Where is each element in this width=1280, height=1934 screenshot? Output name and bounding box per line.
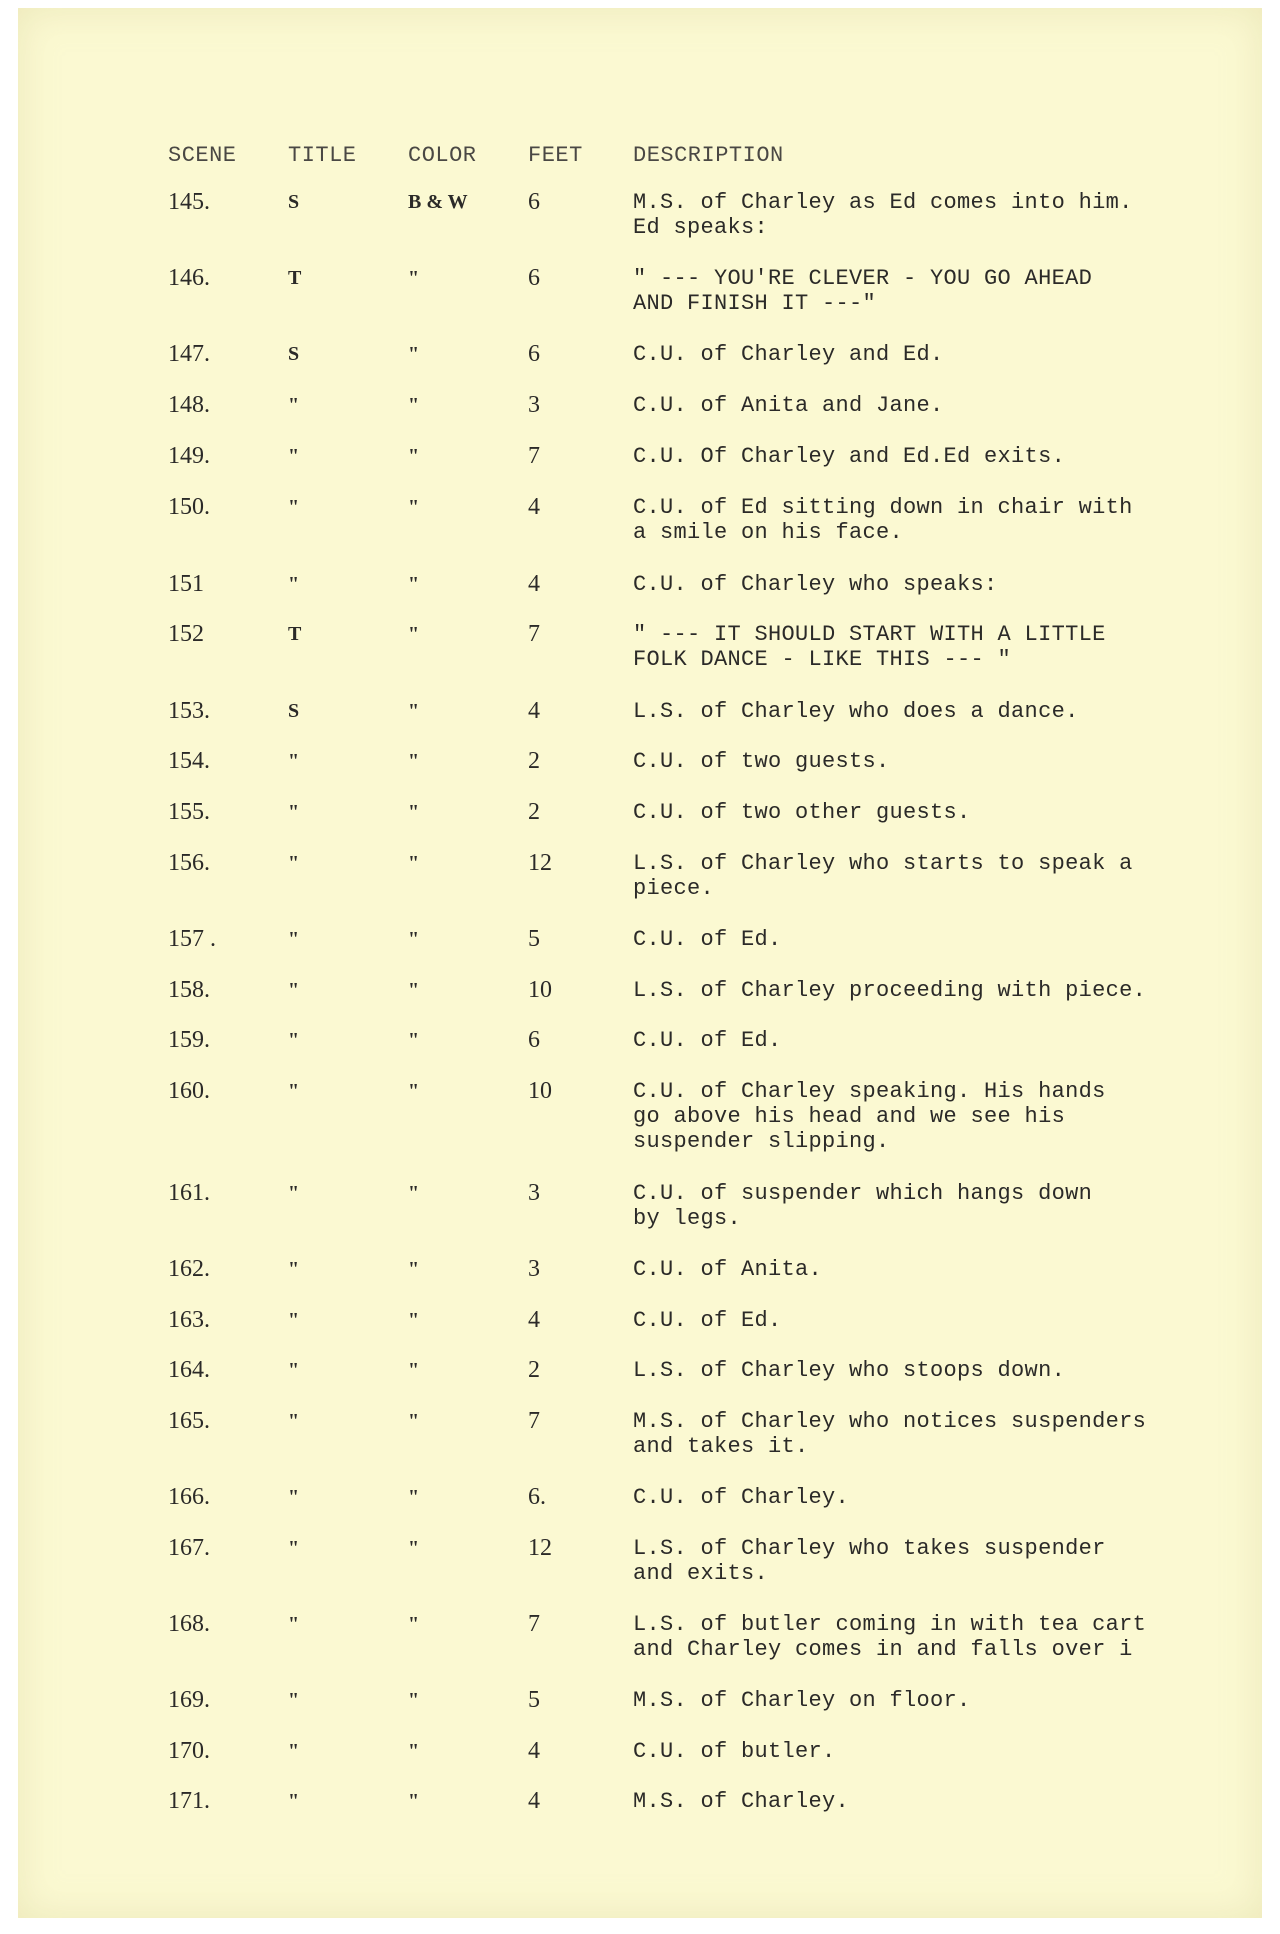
scene-description: C.U. of two other guests. (633, 800, 971, 825)
scene-title-code: S (288, 343, 300, 365)
scene-feet: 2 (528, 748, 540, 774)
scene-color: " (408, 700, 420, 722)
scene-number: 149. (168, 443, 210, 469)
header-feet: FEET (528, 143, 583, 168)
scene-number: 158. (168, 977, 210, 1003)
scene-title-code: " (288, 1359, 300, 1381)
scene-number: 171. (168, 1788, 210, 1814)
scene-feet: 4 (528, 571, 540, 597)
scene-number: 168. (168, 1611, 210, 1637)
scene-title-code: " (288, 801, 300, 823)
scene-feet: 4 (528, 494, 540, 520)
scene-description: C.U. of Ed. (633, 1028, 782, 1053)
scene-number: 150. (168, 494, 210, 520)
scene-title-code: " (288, 1613, 300, 1635)
scene-number: 145. (168, 189, 210, 215)
scene-feet: 7 (528, 443, 540, 469)
scene-feet: 4 (528, 1307, 540, 1333)
scene-description: C.U. of Charley speaking. His hands go above his head and we see his suspender slipping. (633, 1079, 1106, 1154)
scene-description: C.U. of butler. (633, 1739, 836, 1764)
scene-description: C.U. of Ed sitting down in chair with a smile on his face. (633, 495, 1133, 545)
scene-description: C.U. of suspender which hangs down by legs. (633, 1181, 1093, 1231)
scene-number: 151 (168, 571, 204, 597)
scene-title-code: " (288, 1486, 300, 1508)
scene-number: 156. (168, 850, 210, 876)
scene-color: " (408, 1790, 420, 1812)
scene-description: M.S. of Charley on floor. (633, 1688, 971, 1713)
scene-feet: 7 (528, 1611, 540, 1637)
column-header (168, 143, 1228, 169)
scene-color: " (408, 496, 420, 518)
scene-title-code: " (288, 1258, 300, 1280)
scene-description: L.S. of Charley who stoops down. (633, 1358, 1066, 1383)
scene-description: C.U. of Charley and Ed. (633, 342, 944, 367)
scene-description: C.U. Of Charley and Ed.Ed exits. (633, 444, 1066, 469)
scene-feet: 2 (528, 799, 540, 825)
scene-number: 170. (168, 1738, 210, 1764)
scene-number: 169. (168, 1687, 210, 1713)
scene-color: " (408, 852, 420, 874)
scene-color: " (408, 445, 420, 467)
scene-number: 165. (168, 1408, 210, 1434)
scene-feet: 12 (528, 1535, 552, 1561)
scene-color: " (408, 267, 420, 289)
scene-color: " (408, 1080, 420, 1102)
scene-feet: 4 (528, 1738, 540, 1764)
scene-color: " (408, 623, 420, 645)
scene-color: " (408, 1537, 420, 1559)
scene-title-code: " (288, 1080, 300, 1102)
scene-feet: 3 (528, 392, 540, 418)
scene-title-code: " (288, 1790, 300, 1812)
scene-title-code: " (288, 496, 300, 518)
scene-description: C.U. of Ed. (633, 1308, 782, 1333)
scene-feet: 5 (528, 1687, 540, 1713)
scene-description: " --- IT SHOULD START WITH A LITTLE FOLK DANCE - LIKE THIS --- " (633, 622, 1106, 672)
scene-feet: 6 (528, 265, 540, 291)
scene-number: 163. (168, 1307, 210, 1333)
scene-feet: 7 (528, 1408, 540, 1434)
scene-color: " (408, 1029, 420, 1051)
scene-color: " (408, 1258, 420, 1280)
scene-description: M.S. of Charley who notices suspenders and takes it. (633, 1409, 1147, 1459)
scene-number: 148. (168, 392, 210, 418)
scene-feet: 4 (528, 698, 540, 724)
scene-description: C.U. of Charley. (633, 1485, 850, 1510)
scene-description: L.S. of Charley who starts to speak a piece. (633, 851, 1133, 901)
scene-feet: 4 (528, 1788, 540, 1814)
scene-title-code: " (288, 1309, 300, 1331)
scene-color: " (408, 928, 420, 950)
header-scene: SCENE (168, 143, 237, 168)
scene-number: 159. (168, 1027, 210, 1053)
scene-color: " (408, 1182, 420, 1204)
scene-title-code: " (288, 928, 300, 950)
scene-feet: 6 (528, 189, 540, 215)
scene-number: 161. (168, 1180, 210, 1206)
scene-color: " (408, 979, 420, 1001)
scene-title-code: " (288, 445, 300, 467)
scene-description: L.S. of Charley proceeding with piece. (633, 978, 1147, 1003)
scene-number: 164. (168, 1357, 210, 1383)
scene-feet: 6 (528, 341, 540, 367)
header-description: DESCRIPTION (633, 143, 784, 168)
scene-number: 155. (168, 799, 210, 825)
scene-feet: 10 (528, 1078, 552, 1104)
scene-feet: 3 (528, 1256, 540, 1282)
scene-title-code: S (288, 191, 300, 213)
scene-color: " (408, 750, 420, 772)
scene-color: " (408, 1689, 420, 1711)
scene-feet: 5 (528, 926, 540, 952)
scene-feet: 10 (528, 977, 552, 1003)
scene-description: C.U. of Ed. (633, 927, 782, 952)
scene-number: 152 (168, 621, 204, 647)
scene-description: L.S. of Charley who takes suspender and exits. (633, 1536, 1106, 1586)
header-color: COLOR (408, 143, 477, 168)
scene-color: " (408, 343, 420, 365)
scene-feet: 6. (528, 1484, 546, 1510)
scene-number: 153. (168, 698, 210, 724)
scene-title-code: " (288, 750, 300, 772)
scene-color: " (408, 1309, 420, 1331)
scene-feet: 2 (528, 1357, 540, 1383)
scene-color: " (408, 1359, 420, 1381)
scene-number: 147. (168, 341, 210, 367)
scene-title-code: " (288, 394, 300, 416)
scene-number: 162. (168, 1256, 210, 1282)
scene-title-code: " (288, 1182, 300, 1204)
scene-description: C.U. of Anita and Jane. (633, 393, 944, 418)
scene-feet: 3 (528, 1180, 540, 1206)
scene-description: L.S. of butler coming in with tea cart and Charley comes in and falls over i (633, 1612, 1147, 1662)
scene-number: 166. (168, 1484, 210, 1510)
scene-title-code: " (288, 1029, 300, 1051)
header-title: TITLE (288, 143, 357, 168)
scene-description: C.U. of Anita. (633, 1257, 823, 1282)
scene-feet: 12 (528, 850, 552, 876)
scene-description: C.U. of Charley who speaks: (633, 572, 998, 597)
scene-title-code: " (288, 573, 300, 595)
scene-number: 167. (168, 1535, 210, 1561)
scene-title-code: S (288, 700, 300, 722)
scene-color: " (408, 1740, 420, 1762)
scene-title-code: " (288, 852, 300, 874)
scene-color: B & W (408, 191, 468, 213)
scene-color: " (408, 1410, 420, 1432)
scene-description: C.U. of two guests. (633, 749, 890, 774)
scene-description: M.S. of Charley. (633, 1789, 850, 1814)
scene-number: 157 . (168, 926, 216, 952)
scene-title-code: " (288, 1689, 300, 1711)
scene-description: M.S. of Charley as Ed comes into him. Ed speaks: (633, 190, 1133, 240)
scene-title-code: " (288, 1740, 300, 1762)
scene-color: " (408, 801, 420, 823)
scene-feet: 6 (528, 1027, 540, 1053)
scene-title-code: T (288, 267, 302, 289)
scene-number: 160. (168, 1078, 210, 1104)
scene-title-code: " (288, 1537, 300, 1559)
scene-color: " (408, 1486, 420, 1508)
scene-number: 154. (168, 748, 210, 774)
scene-color: " (408, 394, 420, 416)
scene-color: " (408, 573, 420, 595)
scene-title-code: " (288, 979, 300, 1001)
scene-feet: 7 (528, 621, 540, 647)
scene-description: " --- YOU'RE CLEVER - YOU GO AHEAD AND FINISH IT ---" (633, 266, 1093, 316)
scene-description: L.S. of Charley who does a dance. (633, 699, 1079, 724)
scene-number: 146. (168, 265, 210, 291)
scene-color: " (408, 1613, 420, 1635)
scene-title-code: " (288, 1410, 300, 1432)
scene-title-code: T (288, 623, 302, 645)
